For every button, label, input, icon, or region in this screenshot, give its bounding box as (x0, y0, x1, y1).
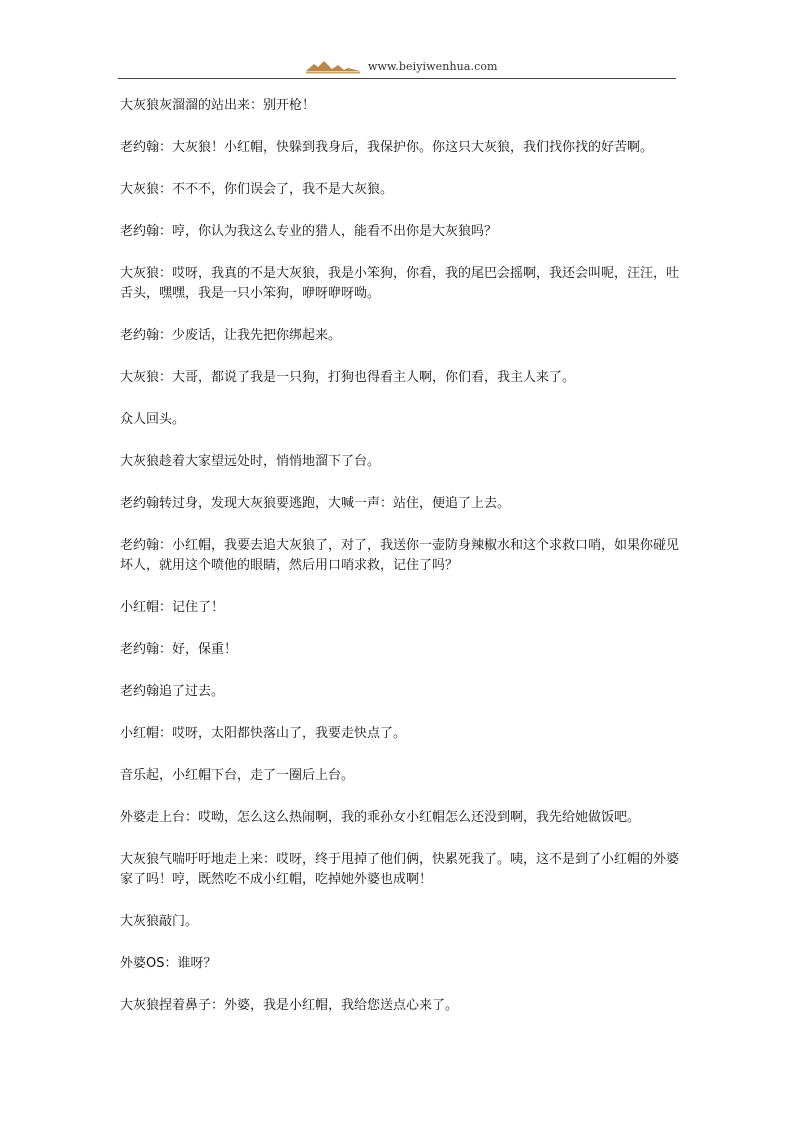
paragraph: 外婆OS：谁呀？ (120, 956, 217, 971)
paragraph: 老约翰转过身，发现大灰狼要逃跑，大喊一声：站住，便追了上去。 (120, 496, 511, 511)
site-url: www.beiyiwenhua.com (368, 60, 498, 73)
paragraph: 大灰狼灰溜溜的站出来：别开枪！ (120, 98, 316, 113)
paragraph: 老约翰：小红帽，我要去追大灰狼了，对了，我送你一壶防身辣椒水和这个求救口哨，如果你碰见坏人，就用这个喷他的眼睛，然后用口哨求救，记住了吗？ (120, 538, 680, 573)
paragraph: 老约翰：好，保重！ (120, 642, 238, 657)
paragraph: 大灰狼捏着鼻子：外婆，我是小红帽，我给您送点心来了。 (120, 998, 459, 1013)
paragraph: 小红帽：记住了！ (120, 600, 225, 615)
paragraph: 大灰狼：大哥，都说了我是一只狗，打狗也得看主人啊，你们看，我主人来了。 (120, 370, 576, 385)
paragraph: 老约翰：哼，你认为我这么专业的猎人，能看不出你是大灰狼吗？ (120, 224, 498, 239)
page-header (118, 56, 676, 79)
mountain-logo-icon (304, 59, 362, 75)
paragraph: 老约翰：大灰狼！小红帽，快躲到我身后，我保护你。你这只大灰狼，我们找你找的好苦啊。 (120, 140, 654, 155)
paragraph: 大灰狼气喘吁吁地走上来：哎呀，终于甩掉了他们俩，快累死我了。咦，这不是到了小红帽的外婆家了吗！哼，既然吃不成小红帽，吃掉她外婆也成啊！ (120, 852, 680, 887)
paragraph: 大灰狼敲门。 (120, 914, 199, 929)
paragraph: 外婆走上台：哎呦，怎么这么热闹啊，我的乖孙女小红帽怎么还没到啊，我先给她做饭吧。 (120, 810, 641, 825)
paragraph: 老约翰追了过去。 (120, 684, 225, 699)
paragraph: 小红帽：哎呀，太阳都快落山了，我要走快点了。 (120, 726, 407, 741)
document-body (120, 96, 680, 1038)
paragraph: 大灰狼：哎呀，我真的不是大灰狼，我是小笨狗，你看，我的尾巴会摇啊，我还会叫呢，汪汪，吐舌头，嘿嘿，我是一只小笨狗，咿呀咿呀呦。 (120, 266, 680, 301)
paragraph: 大灰狼：不不不，你们误会了，我不是大灰狼。 (120, 182, 394, 197)
paragraph: 大灰狼趁着大家望远处时，悄悄地溜下了台。 (120, 454, 381, 469)
paragraph: 音乐起，小红帽下台，走了一圈后上台。 (120, 768, 355, 783)
paragraph: 老约翰：少废话，让我先把你绑起来。 (120, 328, 342, 343)
paragraph: 众人回头。 (120, 412, 186, 427)
